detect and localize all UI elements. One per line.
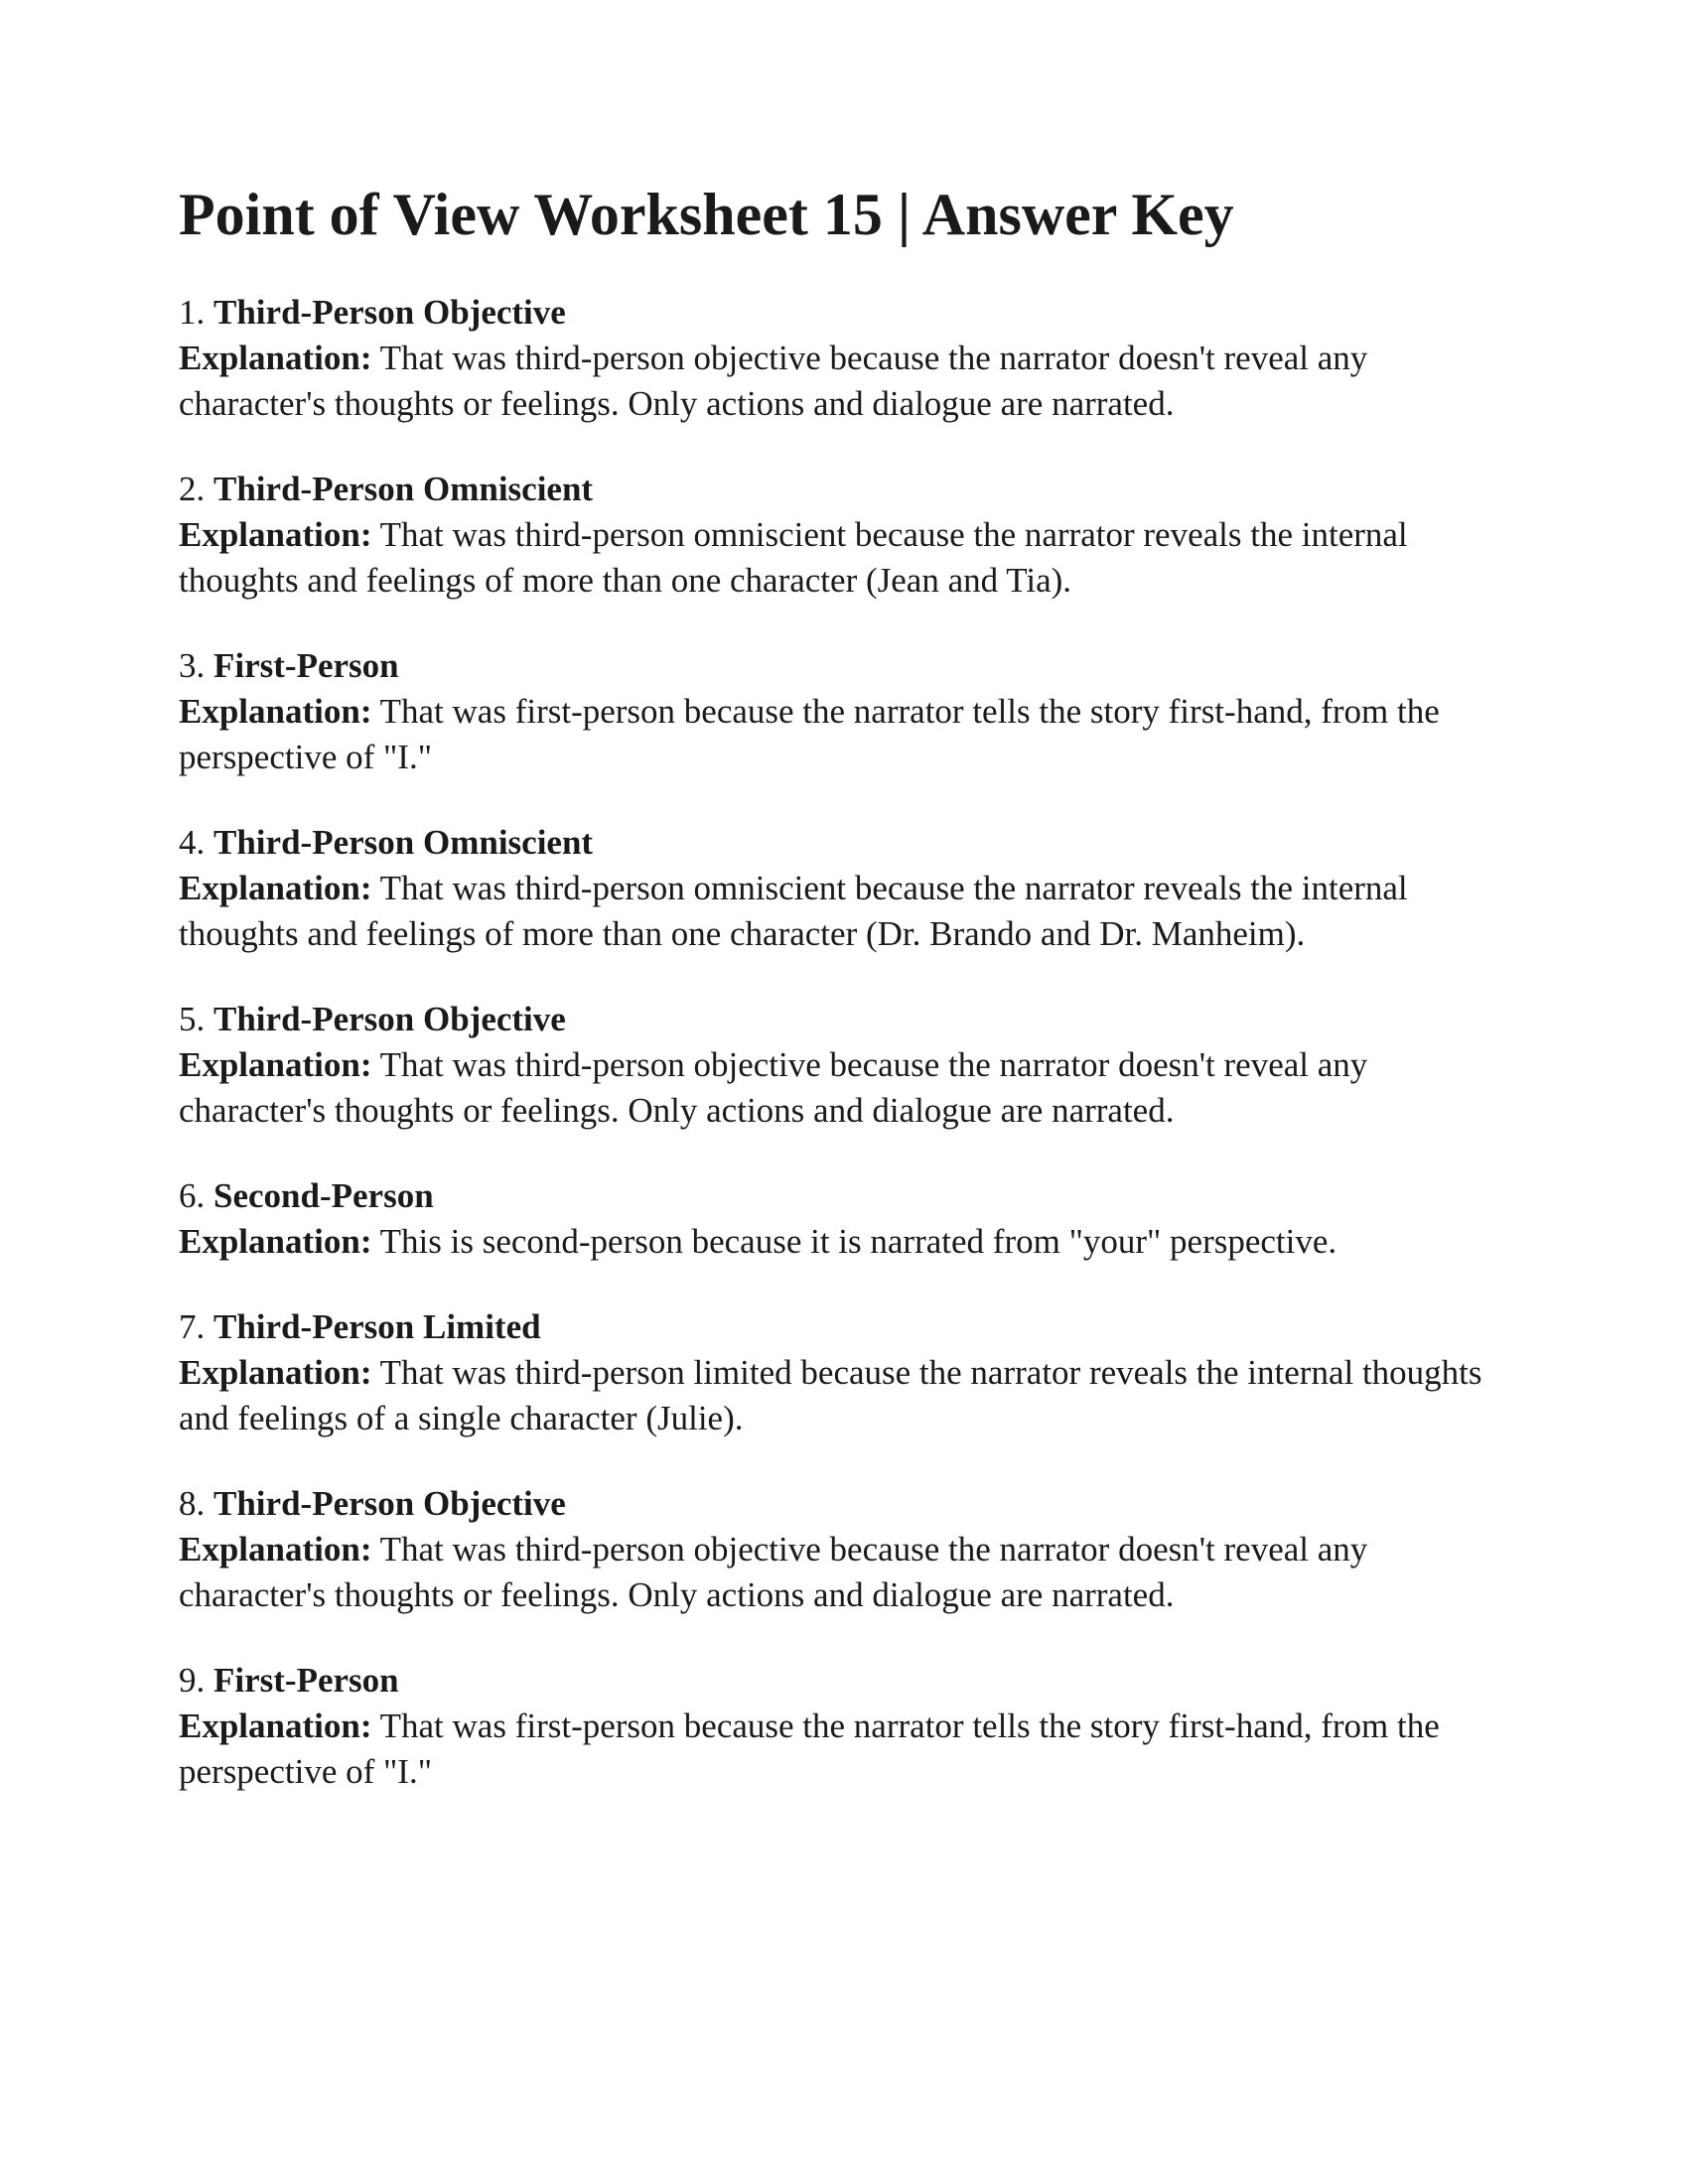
answer-item-6: [179, 1173, 1499, 1265]
explanation-label: Explanation:: [179, 692, 372, 731]
explanation-text: That was third-person objective because the narrator doesn't reveal any character's thoughts or feelings. Only actions and dialogue are narrated.: [179, 1045, 1368, 1130]
answer-heading: [179, 467, 1499, 512]
answer-number: 4.: [179, 823, 206, 862]
explanation-text: That was first-person because the narrator tells the story first-hand, from the perspective of "I.": [179, 692, 1440, 776]
explanation-label: Explanation:: [179, 1706, 372, 1745]
answer-heading: [179, 820, 1499, 866]
answer-number: 9.: [179, 1661, 206, 1700]
explanation-text: That was third-person objective because the narrator doesn't reveal any character's thoughts or feelings. Only actions and dialogue are narrated.: [179, 339, 1368, 423]
explanation-text: That was third-person objective because the narrator doesn't reveal any character's thoughts or feelings. Only actions and dialogue are narrated.: [179, 1530, 1368, 1614]
answer-item-9: [179, 1658, 1499, 1795]
answer-label: Third-Person Objective: [213, 293, 566, 332]
answer-heading: [179, 1481, 1499, 1527]
answer-heading: [179, 1304, 1499, 1350]
explanation-text: That was first-person because the narrator tells the story first-hand, from the perspective of "I.": [179, 1706, 1440, 1791]
answer-number: 1.: [179, 293, 206, 332]
answer-number: 7.: [179, 1307, 206, 1346]
answer-item-8: [179, 1481, 1499, 1618]
explanation-label: Explanation:: [179, 339, 372, 377]
answer-label: Second-Person: [213, 1176, 434, 1215]
explanation-label: Explanation:: [179, 515, 372, 554]
answer-heading: [179, 643, 1499, 689]
explanation-text: That was third-person omniscient because the narrator reveals the internal thoughts and feelings of more than one character (Jean and Tia).: [179, 515, 1408, 600]
answer-item-7: [179, 1304, 1499, 1441]
answer-label: Third-Person Omniscient: [213, 823, 594, 862]
explanation-label: Explanation:: [179, 869, 372, 907]
page-title: Point of View Worksheet 15 | Answer Key: [179, 182, 1234, 247]
answer-label: Third-Person Limited: [213, 1307, 541, 1346]
explanation-label: Explanation:: [179, 1045, 372, 1084]
answer-heading: [179, 1173, 1499, 1219]
answer-number: 2.: [179, 470, 206, 508]
answer-item-4: [179, 820, 1499, 957]
worksheet-page: [179, 179, 1499, 1835]
answer-label: First-Person: [213, 646, 399, 685]
explanation-label: Explanation:: [179, 1222, 372, 1261]
answer-heading: [179, 997, 1499, 1042]
answer-label: Third-Person Omniscient: [213, 470, 594, 508]
answer-label: Third-Person Objective: [213, 1000, 566, 1038]
answer-number: 3.: [179, 646, 206, 685]
answer-item-1: [179, 290, 1499, 427]
explanation-text: That was third-person limited because the narrator reveals the internal thoughts and feelings of a single character (Julie).: [179, 1353, 1482, 1437]
explanation-label: Explanation:: [179, 1353, 372, 1392]
answer-number: 5.: [179, 1000, 206, 1038]
answer-item-5: [179, 997, 1499, 1134]
explanation-label: Explanation:: [179, 1530, 372, 1569]
answer-number: 8.: [179, 1484, 206, 1523]
answer-heading: [179, 290, 1499, 336]
answer-label: Third-Person Objective: [213, 1484, 566, 1523]
answer-item-2: [179, 467, 1499, 604]
answer-item-3: [179, 643, 1499, 780]
answer-list: [179, 290, 1499, 1795]
answer-label: First-Person: [213, 1661, 399, 1700]
explanation-text: That was third-person omniscient because the narrator reveals the internal thoughts and feelings of more than one character (Dr. Brando and Dr. Manheim).: [179, 869, 1408, 953]
explanation-text: This is second-person because it is narrated from "your" perspective.: [379, 1222, 1337, 1261]
answer-number: 6.: [179, 1176, 206, 1215]
answer-heading: [179, 1658, 1499, 1704]
